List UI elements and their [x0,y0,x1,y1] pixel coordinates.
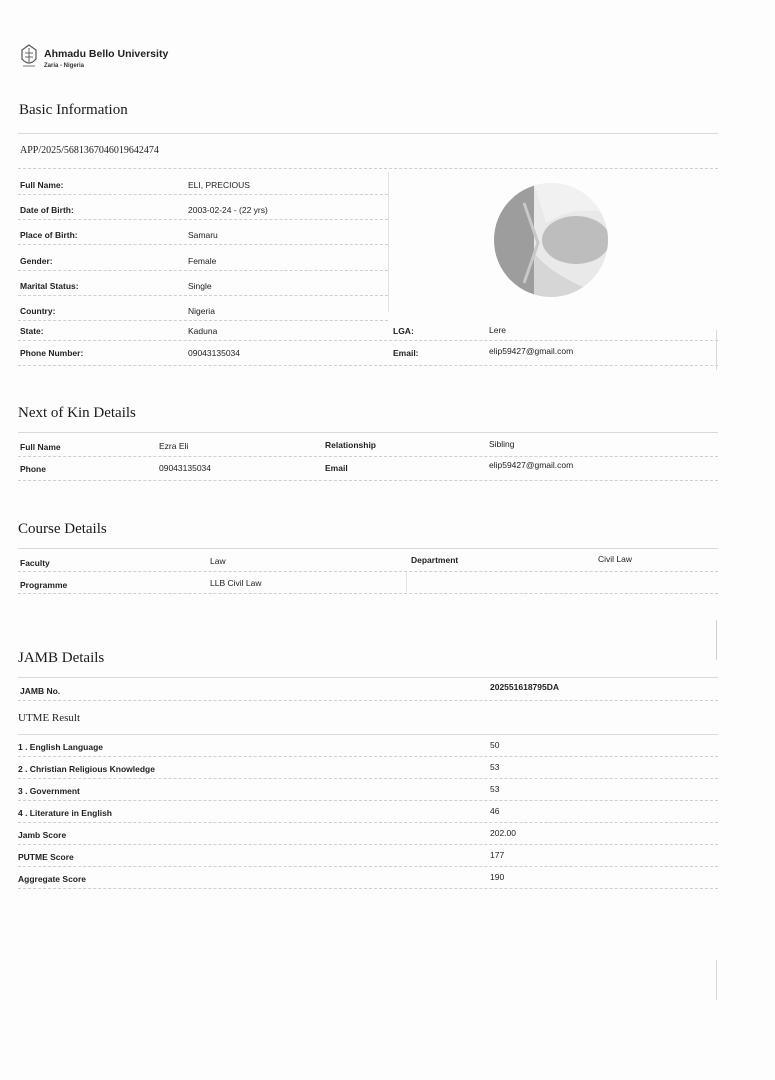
divider [18,480,718,481]
divider [18,571,718,572]
divider [18,295,388,296]
faculty-value: Law [210,556,226,566]
divider [18,194,388,195]
divider [18,822,718,823]
basic-row-value: ELI, PRECIOUS [188,180,250,190]
jamb-no-value: 202551618795DA [490,682,560,692]
kin-fullname-value: Ezra Eli [159,441,189,451]
phone-value: 09043135034 [188,348,241,358]
divider [18,756,718,757]
basic-row-label: Date of Birth: [20,205,74,216]
divider [18,219,388,220]
applicant-photo-icon [494,183,608,297]
divider [18,365,718,366]
phone-label: Phone Number: [20,348,84,358]
divider [18,270,388,271]
utme-subject-label: 4 . Literature in English [18,808,112,818]
utme-subject-score: 46 [490,806,500,816]
department-value: Civil Law [598,554,633,564]
course-title: Course Details [18,521,107,537]
email-label: Email: [393,348,419,358]
jamb-score-value: 202.00 [490,828,516,838]
programme-label: Programme [20,580,68,590]
basic-row-label: Full Name: [20,180,64,190]
divider [18,548,718,549]
email-value: elip59427@gmail.com [489,346,574,356]
state-value: Kaduna [188,326,218,336]
divider [18,432,718,433]
kin-phone-label: Phone [20,464,46,474]
university-logo [20,44,38,68]
lga-label: LGA: [393,326,414,336]
lga-value: Lere [489,325,507,335]
divider [18,244,388,245]
divider [18,677,718,678]
putme-score-label: PUTME Score [18,852,74,862]
basic-row-value: Nigeria [188,306,215,316]
basic-row-value: Samaru [188,230,218,241]
applicant-photo [494,183,608,297]
divider [18,734,718,735]
basic-row-label: Gender: [20,255,53,266]
faculty-label: Faculty [20,558,50,568]
utme-subject-label: 1 . English Language [18,742,104,752]
aggregate-score-label: Aggregate Score [18,874,87,884]
basic-info-title: Basic Information [19,102,128,118]
divider [18,593,718,594]
university-location: Zaria - Nigeria [44,63,85,69]
basic-row-label: Marital Status: [20,280,79,291]
divider [18,778,718,779]
utme-subject-score: 53 [490,762,500,772]
photo-cell-border [388,172,389,312]
jamb-no-label: JAMB No. [20,686,61,696]
kin-email-value: elip59427@gmail.com [489,460,574,470]
kin-title: Next of Kin Details [18,405,136,421]
divider [18,700,718,701]
basic-row-label: Place of Birth: [20,230,78,241]
kin-fullname-label: Full Name [20,442,61,452]
university-name: Ahmadu Bello University [44,48,169,60]
divider [18,340,718,341]
divider [18,456,718,457]
state-label: State: [20,326,44,336]
divider [18,888,718,889]
divider [18,800,718,801]
utme-subject-label: 2 . Christian Religious Knowledge [18,764,155,774]
kin-relationship-label: Relationship [325,440,377,450]
programme-value: LLB Civil Law [210,578,262,588]
utme-subject-score: 53 [490,784,500,794]
jamb-title: JAMB Details [18,650,105,666]
jamb-score-label: Jamb Score [18,830,67,840]
divider [18,320,388,321]
divider [18,844,718,845]
divider [18,133,718,134]
utme-subject-score: 50 [490,740,500,750]
application-number: APP/2025/5681367046019642474 [20,145,159,156]
divider [18,168,718,169]
kin-relationship-value: Sibling [489,439,515,449]
department-label: Department [411,555,459,565]
putme-score-value: 177 [490,850,505,860]
utme-result-title: UTME Result [18,712,81,724]
aggregate-score-value: 190 [490,872,505,882]
basic-row-value: Female [188,255,217,266]
kin-phone-value: 09043135034 [159,463,212,473]
abu-crest-icon [20,44,38,68]
basic-row-label: Country: [20,306,56,316]
scan-mark [716,960,717,1000]
basic-row-value: Single [188,280,212,291]
scan-mark [716,620,717,660]
basic-row-value: 2003-02-24 - (22 yrs) [188,205,268,216]
kin-email-label: Email [325,463,348,473]
utme-subject-label: 3 . Government [18,786,80,796]
scan-mark [716,330,717,370]
divider [18,866,718,867]
cell-border [406,572,407,592]
